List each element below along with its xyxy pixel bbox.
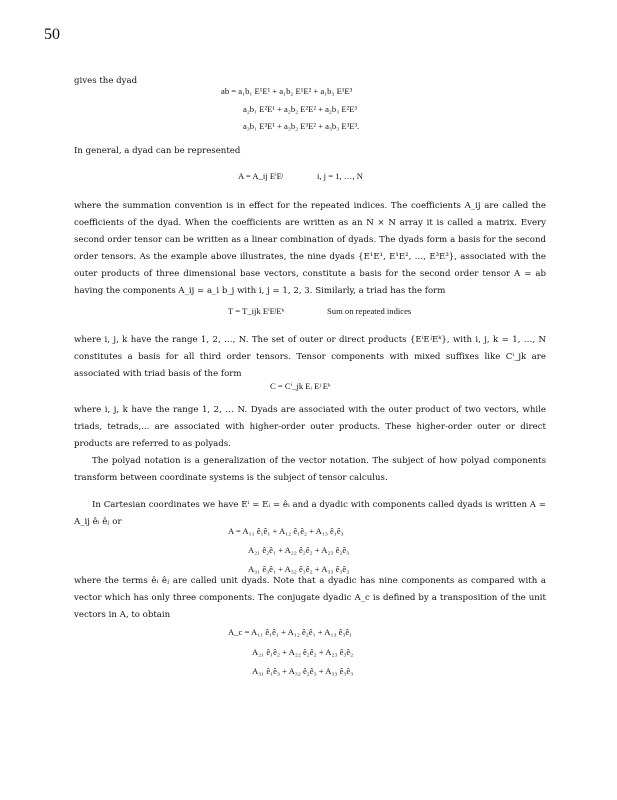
equation-conjugate-line-1: A_c = A₁₁ ê₁ê₁ + A₁₂ ê₂ê₁ + A₁₃ ê₃ê₁ [228,627,353,637]
equation-conjugate-line-3: A₃₁ ê₁ê₃ + A₃₂ ê₂ê₃ + A₃₃ ê₃ê₃ [252,666,354,676]
equation-dyad-range: i, j = 1, …, N [317,171,363,181]
equation-dyad-line-2: a₂b₁ E²E¹ + a₂b₂ E²E² + a₂b₃ E²E³ [243,104,357,114]
equation-dyad-line-3: a₃b₁ E³E¹ + a₃b₂ E³E² + a₃b₃ E³E³. [243,121,360,131]
equation-dyadic-line-3: A₃₁ ê₃ê₁ + A₃₂ ê₃ê₂ + A₃₃ ê₃ê₃ [248,564,350,574]
intro-text: gives the dyad [74,76,138,86]
paragraph-polyad-notation: The polyad notation is a generalization of the vector notation. The subject of how polyad components transform between coordinate systems is the subject of tensor calculus. [74,456,546,484]
equation-dyadic-line-2: A₂₁ ê₂ê₁ + A₂₂ ê₂ê₂ + A₂₃ ê₂ê₃ [248,545,350,555]
equation-dyadic-line-1: A = A₁₁ ê₁ê₁ + A₁₂ ê₁ê₂ + A₁₃ ê₁ê₃ [228,526,344,536]
equation-dyad-line-1: ab = a₁b₁ E¹E¹ + a₁b₂ E¹E² + a₁b₃ E¹E³ [221,86,353,96]
equation-triad-note: Sum on repeated indices [327,306,412,316]
paragraph-summation: where the summation convention is in effect for the repeated indices. The coefficients A_ij are called the coefficients of the dyad. When the coefficients are written as an N × N array it is called a matrix. Every second order tensor can be written as a linear combination of dyads. The dyads form a basis for the second order tensors. As the example above illustrates, the nine dyads {E¹E¹, E¹E², …, E³E³}, associated with the outer products of three dimensional base vectors, constitute a basis for the second order tensor A = ab having the components A_ij = a_i b_j with i, j = 1, 2, 3. Similarly, a triad has the form [74,201,546,297]
equation-conjugate-line-2: A₂₁ ê₁ê₂ + A₂₂ ê₂ê₂ + A₂₃ ê₃ê₂ [252,647,354,657]
paragraph-cartesian: In Cartesian coordinates we have Eⁱ = Eᵢ = êᵢ and a dyadic with components called dyads is written A = A_ij êᵢ êⱼ or [74,500,546,528]
equation-mixed-triad: C = Cⁱ_jk Eᵢ Eʲ Eᵏ [270,381,331,391]
paragraph-triad-basis: where i, j, k have the range 1, 2, …, N. The set of outer or direct products {EⁱEʲEᵏ}, with i, j, k = 1, …, N constitutes a basis for all third order tensors. Tensor components with mixed suffixes like Cⁱ_jk are associated with triad basis of the form [74,335,546,380]
page-number: 50 [44,26,60,43]
paragraph-polyads: where i, j, k have the range 1, 2, … N. Dyads are associated with the outer product of two vectors, while triads, tetrads,... are associated with higher-order outer products. These higher-order outer or direct products are referred to as polyads. [74,405,546,450]
equation-dyad-general: A = A_ij EⁱEʲ [238,171,284,181]
equation-triad: T = T_ijk EⁱEʲEᵏ [228,306,285,316]
paragraph-unit-dyads: where the terms êᵢ êⱼ are called unit dyads. Note that a dyadic has nine components as compared with a vector which has only three components. The conjugate dyadic A_c is defined by a transposition of the unit vectors in A, to obtain [74,576,546,621]
paragraph-general-dyad: In general, a dyad can be represented [74,146,241,156]
